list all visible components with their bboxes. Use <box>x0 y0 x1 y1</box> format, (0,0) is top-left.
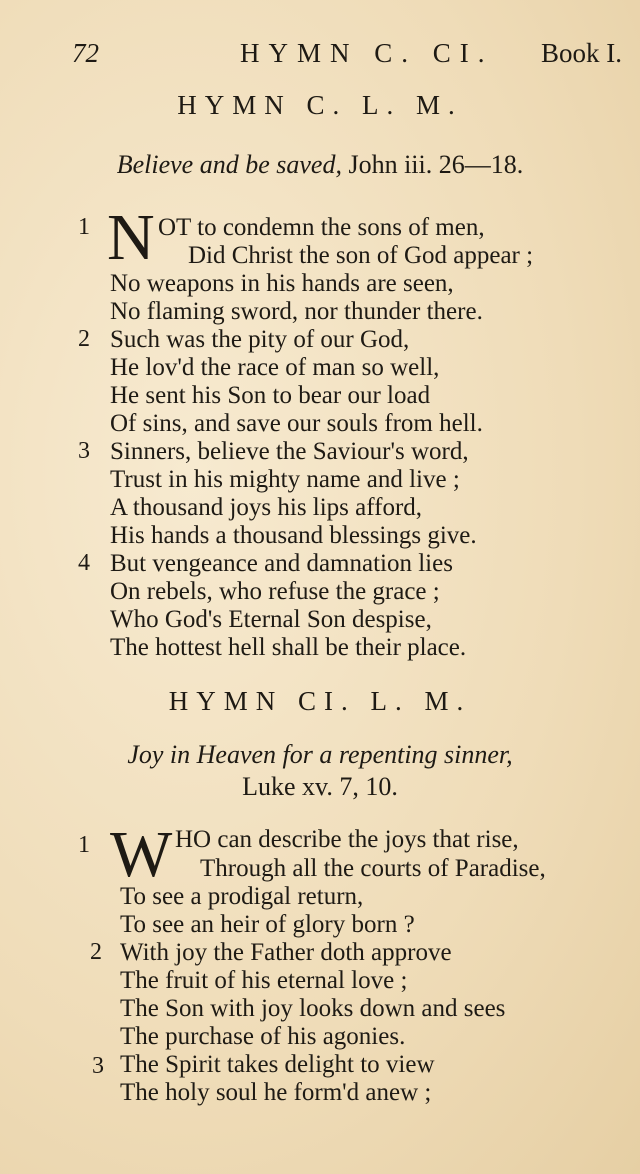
verse-line: On rebels, who refuse the grace ; <box>110 578 440 605</box>
verse-number: 3 <box>78 438 90 464</box>
verse-line: The fruit of his eternal love ; <box>120 967 408 994</box>
book-label: Book I. <box>541 38 622 68</box>
verse-number: 1 <box>78 832 90 858</box>
drop-cap: N <box>107 201 155 274</box>
verse-line: To see a prodigal return, <box>120 883 364 910</box>
verse-line: OT to condemn the sons of men, <box>158 214 485 241</box>
scripture-reference: Luke xv. 7, 10. <box>242 772 398 801</box>
verse-line: Sinners, believe the Saviour's word, <box>110 438 469 465</box>
verse-number: 4 <box>78 550 90 576</box>
verse-line: The purchase of his agonies. <box>120 1023 406 1050</box>
verse-line: His hands a thousand blessings give. <box>110 522 477 549</box>
verse-line: HO can describe the joys that rise, <box>175 826 519 853</box>
verse-line: The hottest hell shall be their place. <box>110 634 467 661</box>
subtitle-text: Believe and be saved, <box>116 150 342 179</box>
verse-line: With joy the Father doth approve <box>120 939 452 966</box>
verse-number: 2 <box>78 326 90 352</box>
verse-number: 2 <box>90 939 102 965</box>
verse-line: Did Christ the son of God appear ; <box>188 242 534 269</box>
hymn-heading: HYMN CI. L. M. <box>168 686 472 716</box>
verse-line: Of sins, and save our souls from hell. <box>110 410 483 437</box>
verse-line: But vengeance and damnation lies <box>110 550 453 577</box>
verse-line: He lov'd the race of man so well, <box>110 354 440 381</box>
page-number: 72 <box>72 38 99 68</box>
verse-line: The holy soul he form'd anew ; <box>120 1079 432 1106</box>
verse-line: Who God's Eternal Son despise, <box>110 606 432 633</box>
verse-line: He sent his Son to bear our load <box>110 382 431 409</box>
verse-line: No flaming sword, nor thunder there. <box>110 298 483 325</box>
verse-number: 3 <box>92 1053 104 1079</box>
hymn-heading: HYMN C. L. M. <box>177 90 463 120</box>
running-title: HYMN C. CI. <box>240 38 494 68</box>
drop-cap: W <box>110 818 173 891</box>
verse-line: Through all the courts of Paradise, <box>200 855 546 882</box>
hymn-subtitle <box>0 150 640 180</box>
subtitle-text: Joy in Heaven for a repenting sinner, <box>127 740 513 769</box>
verse-line: Trust in his mighty name and live ; <box>110 466 460 493</box>
verse-number: 1 <box>78 214 90 240</box>
verse-line: A thousand joys his lips afford, <box>110 494 423 521</box>
verse-line: Such was the pity of our God, <box>110 326 410 353</box>
verse-line: The Spirit takes delight to view <box>120 1051 435 1078</box>
verse-line: To see an heir of glory born ? <box>120 911 415 938</box>
verse-line: The Son with joy looks down and sees <box>120 995 506 1022</box>
hymn-subtitle <box>0 740 640 770</box>
scripture-reference: John iii. 26—18. <box>348 150 524 179</box>
running-head <box>72 38 622 72</box>
verse-line: No weapons in his hands are seen, <box>110 270 454 297</box>
